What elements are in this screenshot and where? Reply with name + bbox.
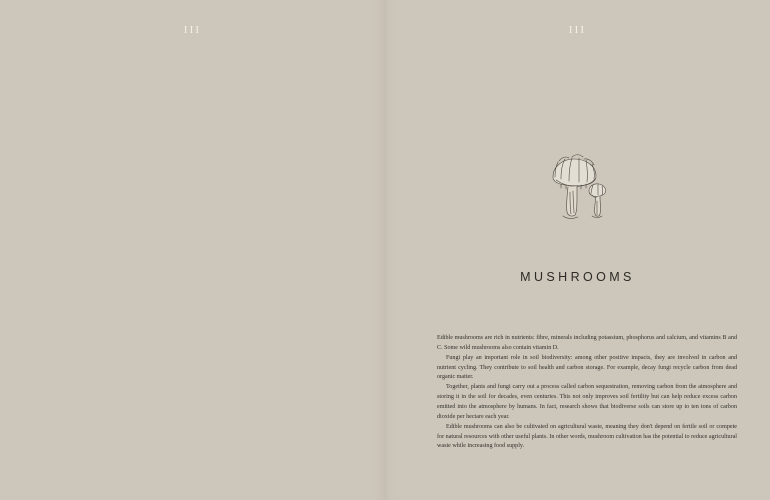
paragraph: Edible mushrooms can also be cultivated on agricultural waste, meaning they don't depend on fertile soil or compete for natural resources with other useful plants. In other words, mushroom cultivation has the potential to reduce agricultural waste while increasing food supply. <box>437 423 737 450</box>
paragraph: Fungi play an important role in soil biodiversity: among other positive impacts, they are involved in carbon and nutrient cycling. They contribute to soil health and carbon storage. For example, decay fungi recycle carbon from dead organic matter. <box>437 354 737 381</box>
paragraph: Together, plants and fungi carry out a process called carbon sequestration, removing carbon from the atmosphere and storing it in the soil for decades, even centuries. This not only improves soil fertility but can help reduce excess carbon emitted into the atmosphere by humans. In fact, research shows that biodiverse soils can store up to ten tons of carbon dioxide per hectare each year. <box>437 384 737 420</box>
right-page <box>385 0 770 500</box>
paragraph: Edible mushrooms are rich in nutrients: fibre, minerals including potassium, phosphorus and calcium, and vitamins B and C. Some wild mushrooms also contain vitamin D. <box>437 335 737 351</box>
body-copy <box>437 334 737 452</box>
folio-right: III <box>568 24 587 36</box>
folio-left: III <box>183 24 202 36</box>
mushroom-illustration <box>385 148 770 228</box>
page-title: MUSHROOMS <box>520 270 635 284</box>
